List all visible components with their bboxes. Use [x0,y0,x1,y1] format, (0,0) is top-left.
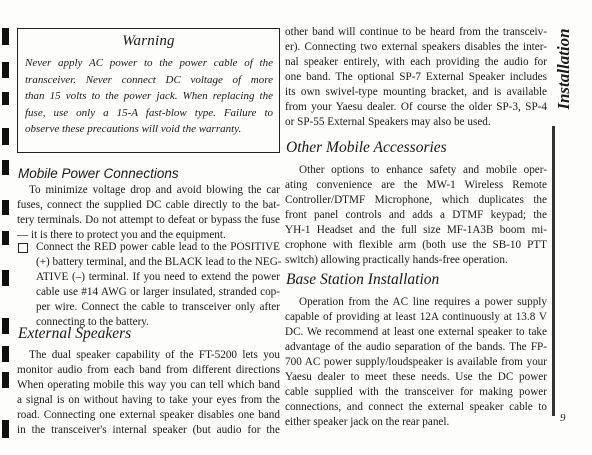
checkbox-bullet [18,243,28,253]
text-line: cable use #14 AWG or larger insulated, stranded cop- [36,286,280,298]
warning-line: transceiver. Never connect DC voltage of more [25,73,273,86]
text-line: Connect the RED power cable lead to the POSITIVE [36,241,280,253]
page-number: 9 [560,412,566,424]
text-line: connecting to the battery. [36,316,149,328]
warning-title: Warning [122,33,175,49]
margin-mark [2,28,9,45]
text-line: one band. The optional SP-7 External Speaker includes [285,71,547,83]
margin-mark [2,92,9,105]
text-line: ATIVE (–) terminal. If you need to extend the power [36,271,280,283]
accessories-heading: Other Mobile Accessories [286,139,447,156]
text-line: DC. We recommend at least one external speaker to take [285,326,547,338]
text-line: 700 AC power supply/loudspeaker is available from your [285,356,547,368]
text-line: tery terminals. Do not attempt to defeat or bypass the fuse [17,214,280,226]
external-speakers-paragraph [17,348,280,438]
text-line: its own swivel-type mounting bracket, and is available [285,86,547,98]
warning-line: than 15 volts to the power jack. When replacing the [25,90,273,102]
text-line: er). Connecting two external speakers disables the inter- [285,41,547,53]
text-line: per wire. Connect the cable to transceiver only after [36,301,280,313]
warning-text [25,55,273,138]
text-line: crophone with flexible arm (both use the SB-10 PTT [285,239,547,251]
mobile-power-paragraph [17,183,280,243]
section-title-vertical [549,14,579,124]
base-station-heading: Base Station Installation [286,271,440,288]
text-line: Yaesu dealer to meet these needs. Use the DC power [285,371,547,383]
text-line: — it is there to protect you and the equipment. [17,229,226,241]
text-line: ating convenience are the MW-1 Wireless Remote [285,179,547,191]
text-line: or SP-55 External Speakers may also be used. [285,116,491,128]
text-line: nal speaker entirely, with each providing the audio for [285,56,547,68]
margin-mark [2,160,9,175]
text-line: When operating mobile this way you can tell which band [17,379,280,391]
right-margin-rule [552,126,555,416]
text-line: monitor audio from each band from different directions [17,364,280,376]
warning-box [17,28,280,153]
text-line: advantage of the audio separation of the bands. The FP- [285,341,547,353]
text-line: front panel controls and adds a DTMF keypad; the [285,209,547,221]
text-line: cable supplied with the transceiver for making power [285,386,547,398]
margin-mark [2,346,9,362]
text-line: fuses, connect the supplied DC cable directly to the bat- [17,199,280,211]
text-line: Other options to enhance safety and mobile oper- [299,164,547,176]
text-line: road. Connecting one external speaker disables one band [17,409,280,421]
text-line: Operation from the AC line requires a power supply [299,296,547,308]
margin-mark [2,270,9,286]
margin-mark [2,231,9,245]
text-line: in the transceiver's internal speaker (but audio for the [17,424,280,436]
text-line: a signal is on without having to take your eyes from the [17,394,280,406]
text-line: To minimize voltage drop and avoid blowing the car [29,184,280,196]
base-station-paragraph [285,295,547,430]
accessories-paragraph [285,163,547,268]
text-line: Controller/DTMF Microphone, which duplicates the [285,194,547,206]
text-line: switch) allowing practically hands-free operation. [285,254,508,266]
warning-line: fuse, use only a 15-A fast-blow type. Failure to [25,106,273,119]
margin-mark [2,128,9,145]
margin-mark [2,62,9,78]
text-line: either speaker jack on the rear panel. [285,416,450,428]
text-line: YH-1 Headset and the full size MF-1A3B boom mi- [285,224,547,236]
text-line: The dual speaker capability of the FT-5200 lets you [29,349,280,361]
margin-mark [2,318,9,334]
mobile-power-heading: Mobile Power Connections [18,166,179,181]
external-speakers-heading: External Speakers [18,325,132,342]
battery-connection-paragraph [36,240,280,330]
warning-line: Never apply AC power to the power cable of the [25,57,273,69]
margin-mark [2,372,9,388]
text-line: from your Yaesu dealer. Of course the older SP-3, SP-4 [285,101,547,113]
text-line: other band will continue to be heard from the transceiv- [285,26,547,38]
section-title-text: Installation [554,28,573,110]
warning-line: observe these precautions will void the warranty. [25,123,242,135]
margin-mark [2,200,9,215]
speaker-continuation-paragraph [285,25,547,130]
text-line: (+) battery terminal, and the BLACK lead to the NEG- [36,256,282,268]
text-line: connections, and connect the external speaker cable to [285,401,547,413]
margin-mark [2,420,9,438]
text-line: capable of providing at least 12A continuously at 13.8 V [285,311,547,323]
